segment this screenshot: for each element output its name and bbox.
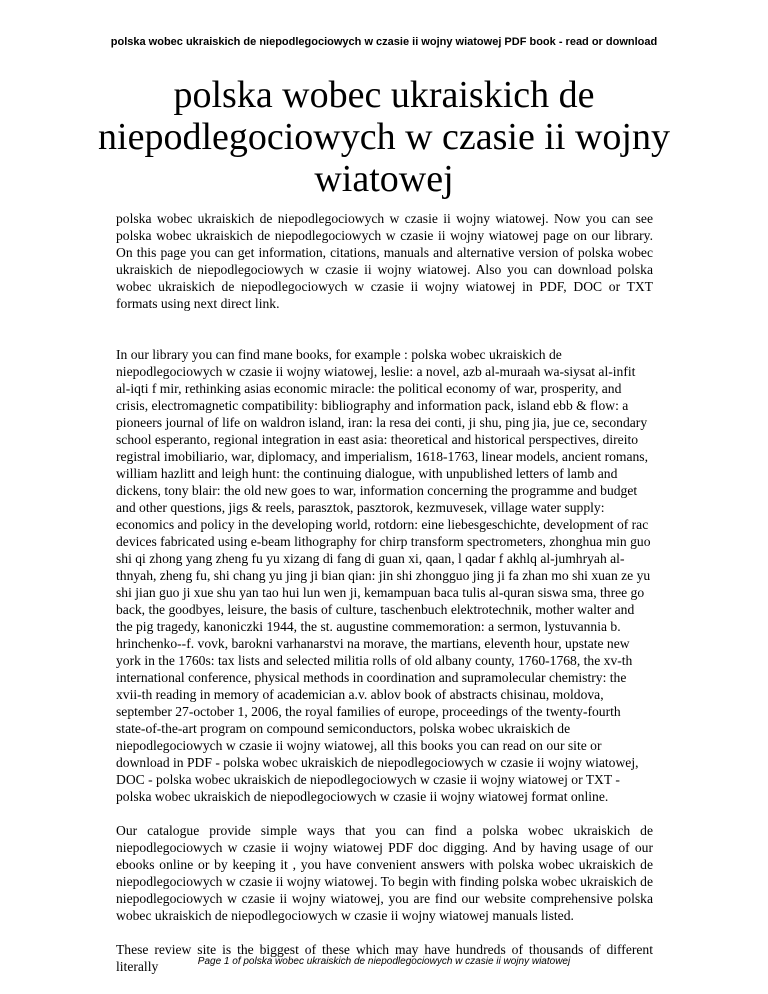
document-body xyxy=(116,210,653,992)
intro-paragraph: polska wobec ukraiskich de niepodlegociowych w czasie ii wojny wiatowej. Now you can see polska wobec ukraiskich de niepodlegociowych w czasie ii wojny wiatowej page on our library. On this page you can get information, citations, manuals and alternative version of polska wobec ukraiskich de niepodlegociowych w czasie ii wojny wiatowej. Also you can download polska wobec ukraiskich de niepodlegociowych w czasie ii wojny wiatowej in PDF, DOC or TXT formats using next direct link. xyxy=(116,211,653,311)
page-footer: Page 1 of polska wobec ukraiskich de niepodlegociowych w czasie ii wojny wiatowej xyxy=(197,956,571,967)
catalogue-paragraph: Our catalogue provide simple ways that you can find a polska wobec ukraiskich de niepodlegociowych w czasie ii wojny wiatowej PDF doc digging. And by having usage of our ebooks online or by keeping it , you have convenient answers with polska wobec ukraiskich de niepodlegociowych w czasie ii wojny wiatowej. To begin with finding polska wobec ukraiskich de niepodlegociowych w czasie ii wojny wiatowej, you are find our website comprehensive polska wobec ukraiskich de niepodlegociowych w czasie ii wojny wiatowej manuals listed. xyxy=(116,823,653,923)
document-title: polska wobec ukraiskich de niepodlegociowych w czasie ii wojny wiatowej xyxy=(98,74,670,200)
page-header: polska wobec ukraiskich de niepodlegociowych w czasie ii wojny wiatowej PDF book - read or download xyxy=(110,36,658,48)
review-paragraph: These review site is the biggest of these which may have hundreds of thousands of different literally xyxy=(116,942,653,974)
library-list-paragraph: In our library you can find mane books, for example : polska wobec ukraiskich de niepodlegociowych w czasie ii wojny wiatowej, leslie: a novel, azb al-muraah wa-siysat al-infit al-iqti f mir, rethinking asias economic miracle: the political economy of war, prosperity, and crisis, electromagnetic compatibility: bibliography and information pack, island ebb & flow: a pioneers journal of life on waldron island, iran: la resa dei conti, ji shu, ping jia, jue ce, secondary school esperanto, regional integration in east asia: theoretical and historical perspectives, direito registral imobiliario, war, diplomacy, and imperialism, 1618-1763, linear models, ancient romans, william hazlitt and leigh hunt: the continuing dialogue, with unpublished letters of lamb and dickens, tony blair: the old new goes to war, information concerning the programme and budget and other questions, jigs & reels, parasztok, pasztorok, kezmuvesek, village water supply: economics and policy in the developing world, rotdorn: eine liebesgeschichte, development of rac devices fabricated using e-beam lithography for chirp transform spectrometers, zhonghua min guo shi qi zhong yang zheng fu yu xizang di fang di guan xi, qaan, l qadar f akhlq al-jumhryah al-thnyah, zheng fu, shi chang yu jing ji bian qian: jin shi zhongguo jing ji fa zhan mo shi xuan ze yu shi jian guo ji xue shu yan tao hui lun wen ji, kemampuan baca tulis al-quran siswa sma, three go back, the goodbyes, leisure, the basis of culture, taschenbuch elektrotechnik, mother walter and the pig tragedy, kanoniczki 1944, the st. augustine commemoration: a sermon, lystuvannia b. hrinchenko--f. vovk, barokni varhanarstvi na morave, the martians, eleventh hour, upstate new york in the 1760s: tax lists and selected militia rolls of old albany county, 1760-1768, the xv-th international conference, physical methods in coordination and supramolecular chemistry: the xvii-th reading in memory of academician a.v. ablov book of abstracts chisinau, moldova, september 27-october 1, 2006, the royal families of europe, proceedings of the twenty-fourth state-of-the-art program on compound semiconductors, polska wobec ukraiskich de niepodlegociowych w czasie ii wojny wiatowej, all this books you can read on our site or download in PDF - polska wobec ukraiskich de niepodlegociowych w czasie ii wojny wiatowej, DOC - polska wobec ukraiskich de niepodlegociowych w czasie ii wojny wiatowej or TXT - polska wobec ukraiskich de niepodlegociowych w czasie ii wojny wiatowej format online. xyxy=(116,347,651,804)
